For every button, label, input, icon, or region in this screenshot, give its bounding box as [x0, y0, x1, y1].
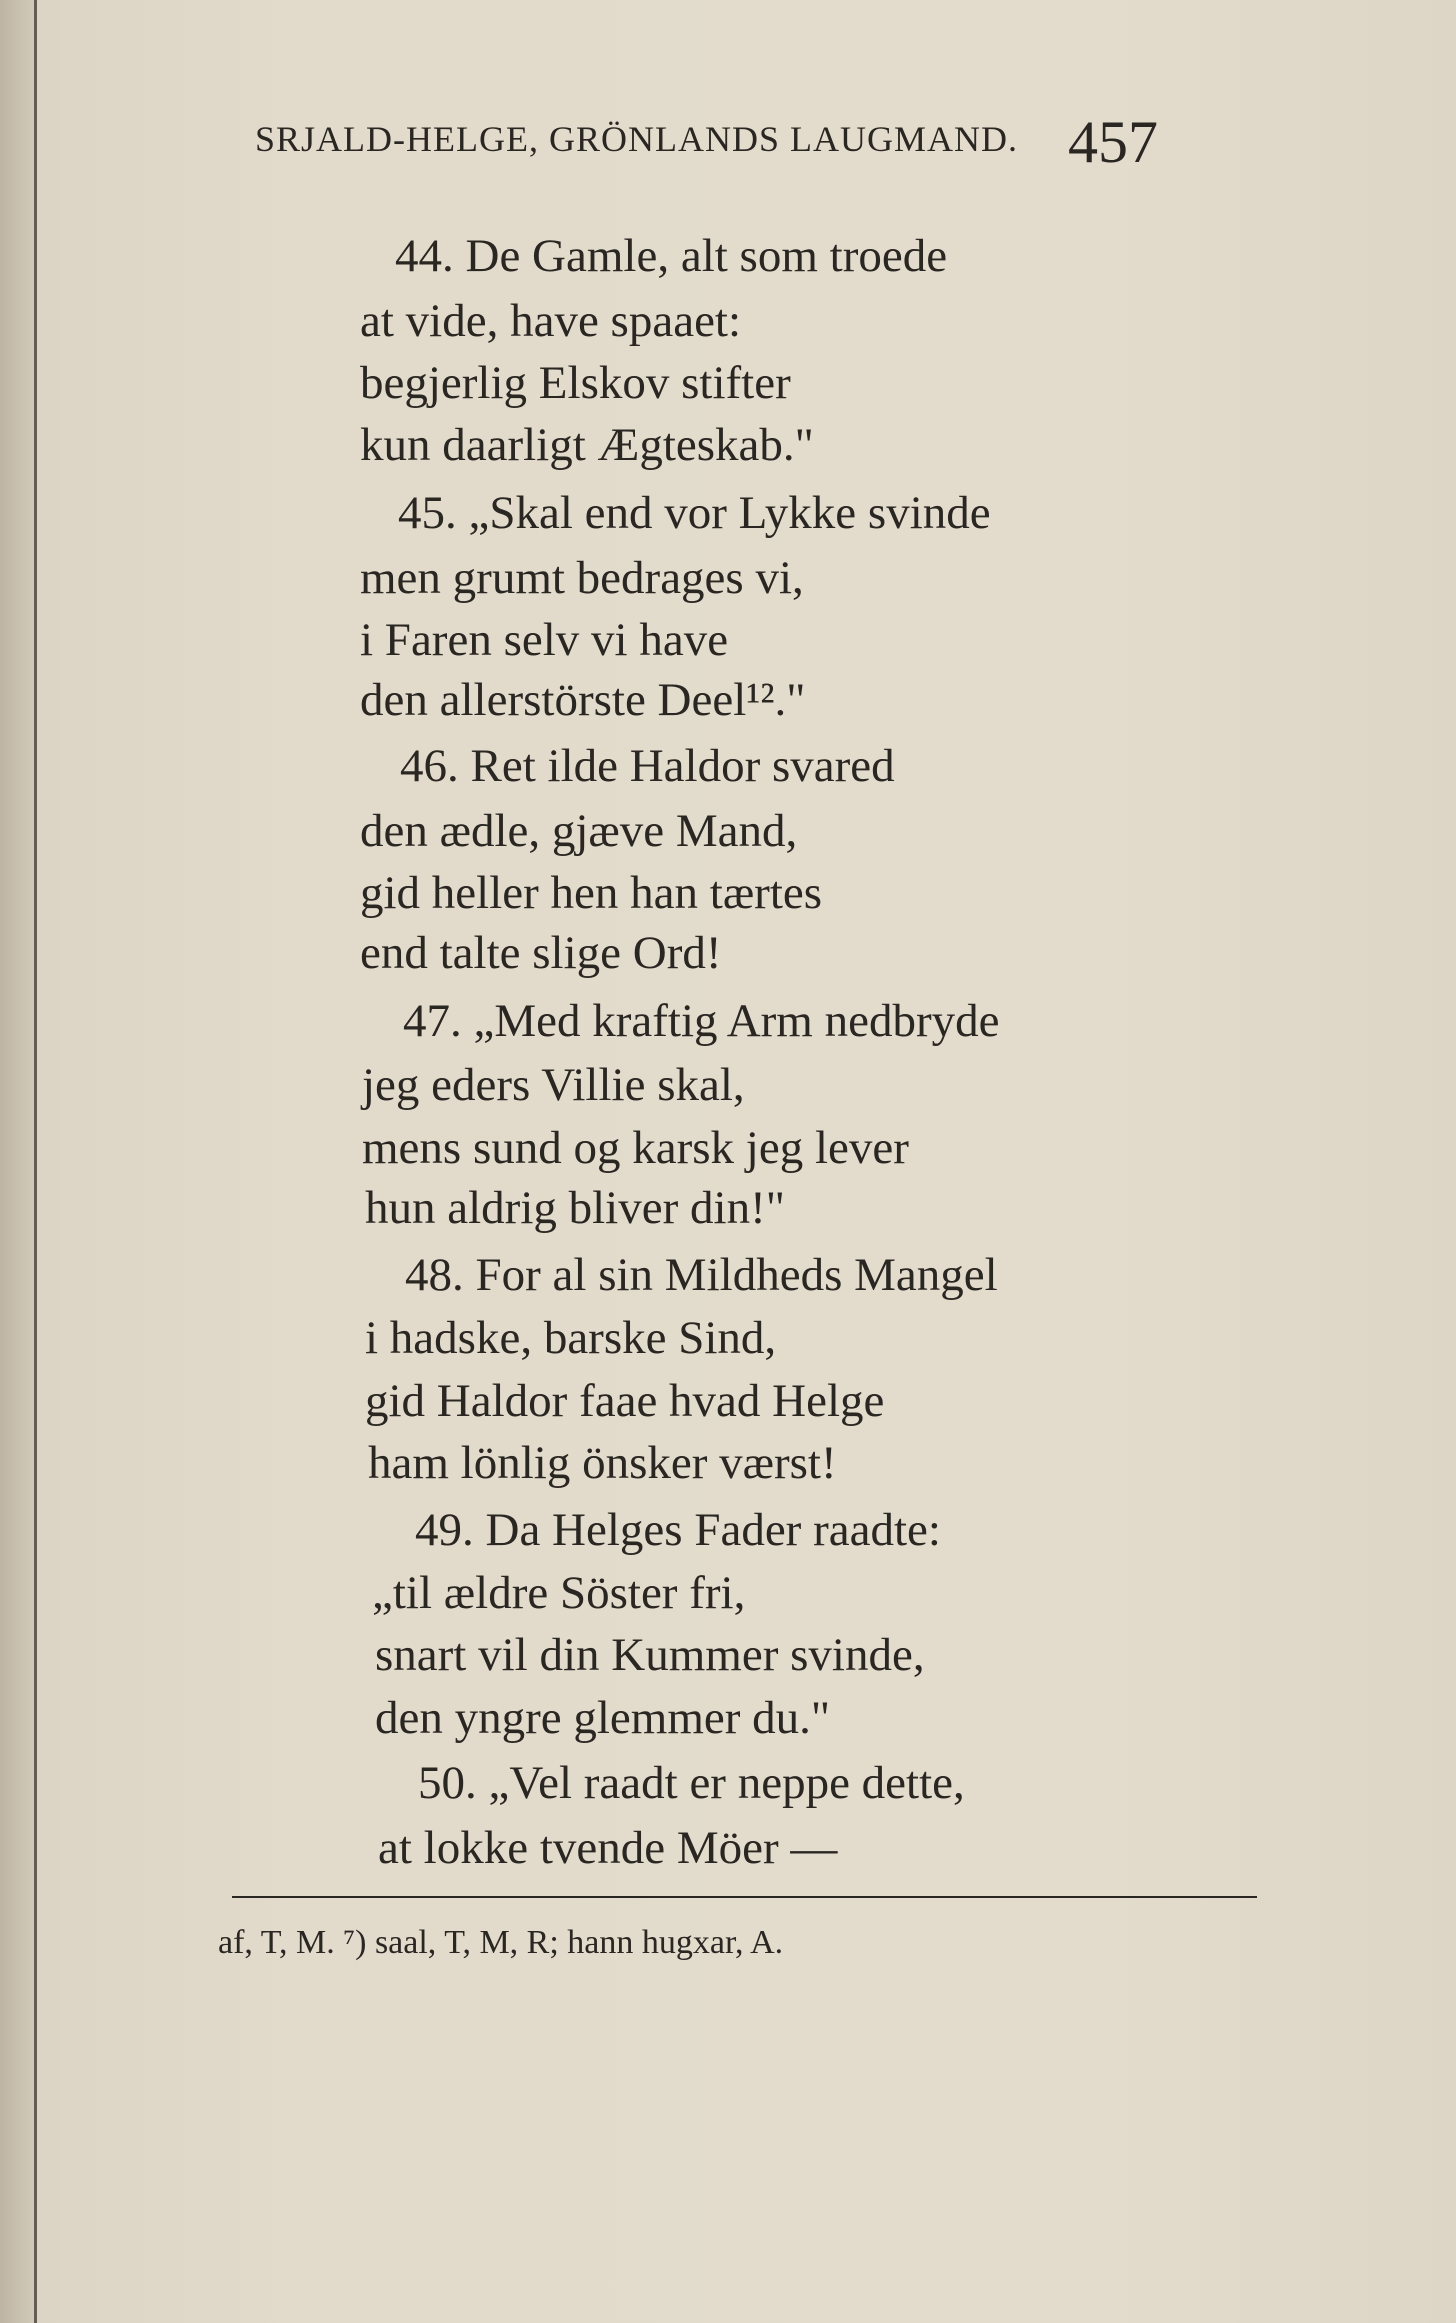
- verse-line: 49. Da Helges Fader raadte:: [415, 1504, 941, 1556]
- verse-line: den yngre glemmer du.": [375, 1692, 831, 1744]
- verse-line: ham lönlig önsker værst!: [368, 1437, 837, 1489]
- verse-line: i hadske, barske Sind,: [365, 1312, 777, 1364]
- verse-line: at lokke tvende Möer —: [378, 1822, 838, 1874]
- verse-line: 47. „Med kraftig Arm nedbryde: [403, 995, 1000, 1047]
- verse-line: end talte slige Ord!: [360, 927, 722, 979]
- footnote: af, T, M. ⁷) saal, T, M, R; hann hugxar, A.: [218, 1924, 784, 1961]
- verse-line: 46. Ret ilde Haldor svared: [400, 740, 895, 792]
- verse-line: 50. „Vel raadt er neppe dette,: [418, 1757, 965, 1809]
- gutter-shadow: [0, 0, 34, 2323]
- verse-line: begjerlig Elskov stifter: [360, 357, 791, 409]
- verse-line: hun aldrig bliver din!": [365, 1182, 785, 1234]
- verse-line: den ædle, gjæve Mand,: [360, 805, 798, 857]
- verse-line: gid heller hen han tærtes: [360, 867, 823, 919]
- page-number: 457: [1068, 109, 1158, 175]
- verse-line: kun daarligt Ægteskab.": [360, 419, 814, 471]
- verse-line: 48. For al sin Mildheds Mangel: [405, 1249, 998, 1301]
- verse-line: mens sund og karsk jeg lever: [362, 1122, 909, 1174]
- verse-line: jeg eders Villie skal,: [362, 1059, 745, 1111]
- verse-line: gid Haldor faae hvad Helge: [365, 1375, 885, 1427]
- verse-line: men grumt bedrages vi,: [360, 552, 804, 604]
- verse-line: 44. De Gamle, alt som troede: [395, 230, 948, 282]
- running-head: SRJALD-HELGE, GRÖNLANDS LAUGMAND.: [255, 119, 1018, 159]
- verse-line: i Faren selv vi have: [360, 614, 729, 666]
- verse-line: den allerstörste Deel¹².": [360, 674, 806, 726]
- verse-line: „til ældre Söster fri,: [372, 1567, 746, 1619]
- verse-line: 45. „Skal end vor Lykke svinde: [398, 487, 991, 539]
- verse-line: snart vil din Kummer svinde,: [375, 1629, 925, 1681]
- footnote-rule: [232, 1896, 1257, 1898]
- gutter-line: [34, 0, 37, 2323]
- verse-line: at vide, have spaaet:: [360, 295, 742, 347]
